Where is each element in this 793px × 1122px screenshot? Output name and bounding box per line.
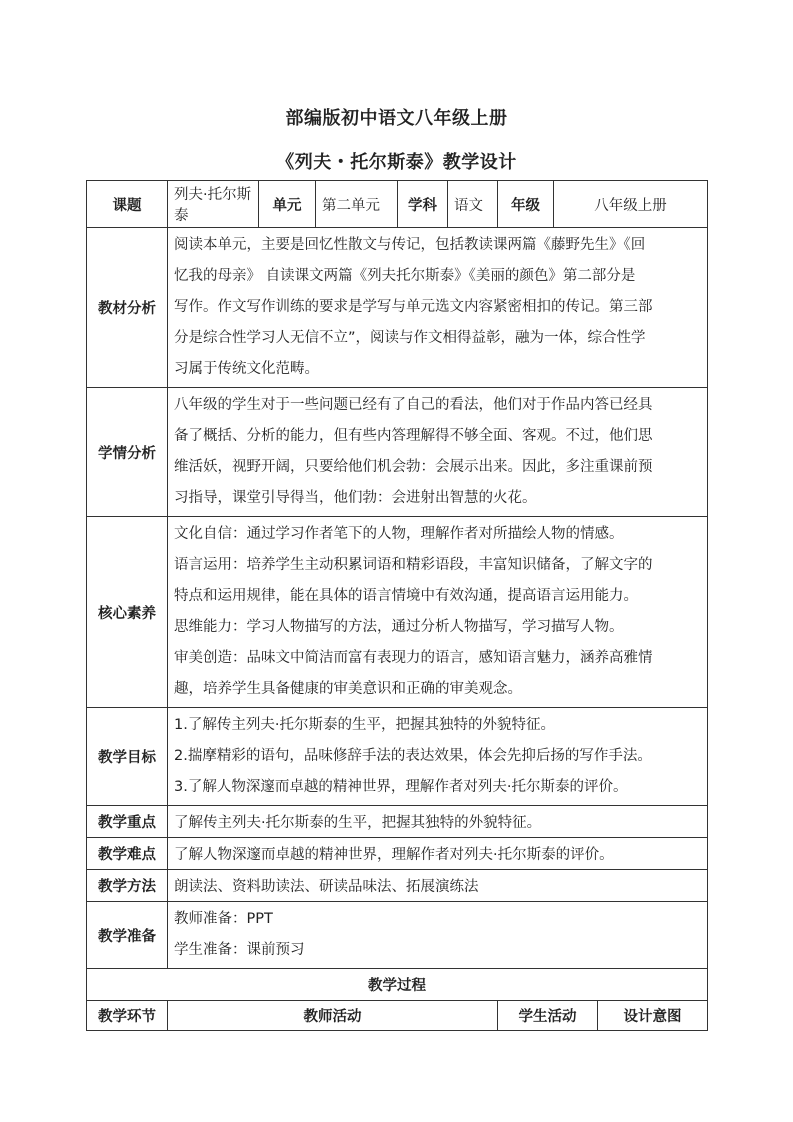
goals-label: 教学目标 [87,708,168,806]
key-point-row [87,806,708,838]
student-line: 备了概括、分析的能力，但有些内答理解得不够全面、客观。不过，他们思 [174,428,653,444]
unit-label: 单元 [259,181,316,228]
process-col-stage: 教学环节 [87,1001,168,1031]
material-line: 分是综合性学习人无信不立”，阅读与作文相得益彰，融为一体，综合性学 [174,330,646,346]
material-line: 写作。作文写作训练的要求是学写与单元选文内容紧密相扣的传记。第三部 [174,299,653,315]
topic-label: 课题 [87,181,168,228]
student-row [87,388,708,517]
method-value: 朗读法、资料助读法、研读品味法、拓展演练法 [168,870,708,902]
process-header-row [87,1001,708,1031]
student-content [168,388,708,517]
student-line: 八年级的学生对于一些问题已经有了自己的看法，他们对于作品内答已经具 [174,397,653,413]
goals-content [168,708,708,806]
header-row [87,181,708,228]
subject-label: 学科 [398,181,448,228]
literacy-label: 核心素养 [87,517,168,708]
literacy-line: 审美创造：品味文中简洁而富有表现力的语言，感知语言魅力，涵养高雅情 [174,650,653,666]
difficulty-value: 了解人物深邃而卓越的精神世界，理解作者对列夫·托尔斯泰的评价。 [168,838,708,870]
material-line: 阅读本单元，主要是回忆性散文与传记，包括教读课两篇《藤野先生》《回 [174,237,646,253]
process-col-student: 学生活动 [498,1001,598,1031]
document-title: 部编版初中语文八年级上册 [285,108,508,129]
document-subtitle: 《列夫・托尔斯泰》教学设计 [276,152,517,173]
literacy-line: 趣，培养学生具备健康的审美意识和正确的审美观念。 [174,681,522,697]
literacy-line: 语言运用：培养学生主动积累词语和精彩语段，丰富知识储备，了解文字的 [174,557,653,573]
material-label: 教材分析 [87,228,168,388]
preparation-label: 教学准备 [87,902,168,969]
topic-value: 列夫·托尔斯泰 [168,181,259,228]
literacy-row [87,517,708,708]
process-title-row [87,969,708,1001]
literacy-line: 特点和运用规律，能在具体的语言情境中有效沟通，提高语言运用能力。 [174,588,638,604]
goals-row [87,708,708,806]
process-col-intent: 设计意图 [598,1001,708,1031]
key-point-label: 教学重点 [87,806,168,838]
preparation-content [168,902,708,969]
process-title: 教学过程 [87,969,708,1001]
preparation-teacher: 教师准备：PPT [174,911,273,927]
method-label: 教学方法 [87,870,168,902]
method-row [87,870,708,902]
grade-value: 八年级上册 [554,181,708,228]
preparation-student: 学生准备：课前预习 [174,942,305,958]
subject-value: 语文 [448,181,498,228]
literacy-content [168,517,708,708]
student-line: 维活妖，视野开阔，只要给他们机会勃：会展示出来。因此，多注重课前预 [174,459,653,475]
difficulty-label: 教学难点 [87,838,168,870]
grade-label: 年级 [498,181,554,228]
student-line: 习指导，课堂引导得当，他们勃：会进射出智慧的火花。 [174,490,537,506]
difficulty-row [87,838,708,870]
literacy-line: 文化自信：通过学习作者笔下的人物，理解作者对所描绘人物的情感。 [174,526,624,542]
unit-value: 第二单元 [316,181,398,228]
student-label: 学情分析 [87,388,168,517]
key-point-value: 了解传主列夫·托尔斯泰的生平，把握其独特的外貌特征。 [168,806,708,838]
goals-line: 3.了解人物深邃而卓越的精神世界，理解作者对列夫·托尔斯泰的评价。 [174,779,628,795]
preparation-row [87,902,708,969]
material-content [168,228,708,388]
literacy-line: 思维能力：学习人物描写的方法，通过分析人物描写，学习描写人物。 [174,619,624,635]
material-line: 习属于传统文化范畴。 [174,361,319,377]
lesson-plan-table [86,180,708,1031]
goals-line: 2.揣摩精彩的语句，品味修辞手法的表达效果，体会先抑后扬的写作手法。 [174,748,652,764]
process-col-teacher: 教师活动 [168,1001,498,1031]
material-row [87,228,708,388]
goals-line: 1.了解传主列夫·托尔斯泰的生平，把握其独特的外貌特征。 [174,717,555,733]
material-line: 忆我的母亲》 自读课文两篇《列夫托尔斯泰》《美丽的颜色》第二部分是 [174,268,636,284]
